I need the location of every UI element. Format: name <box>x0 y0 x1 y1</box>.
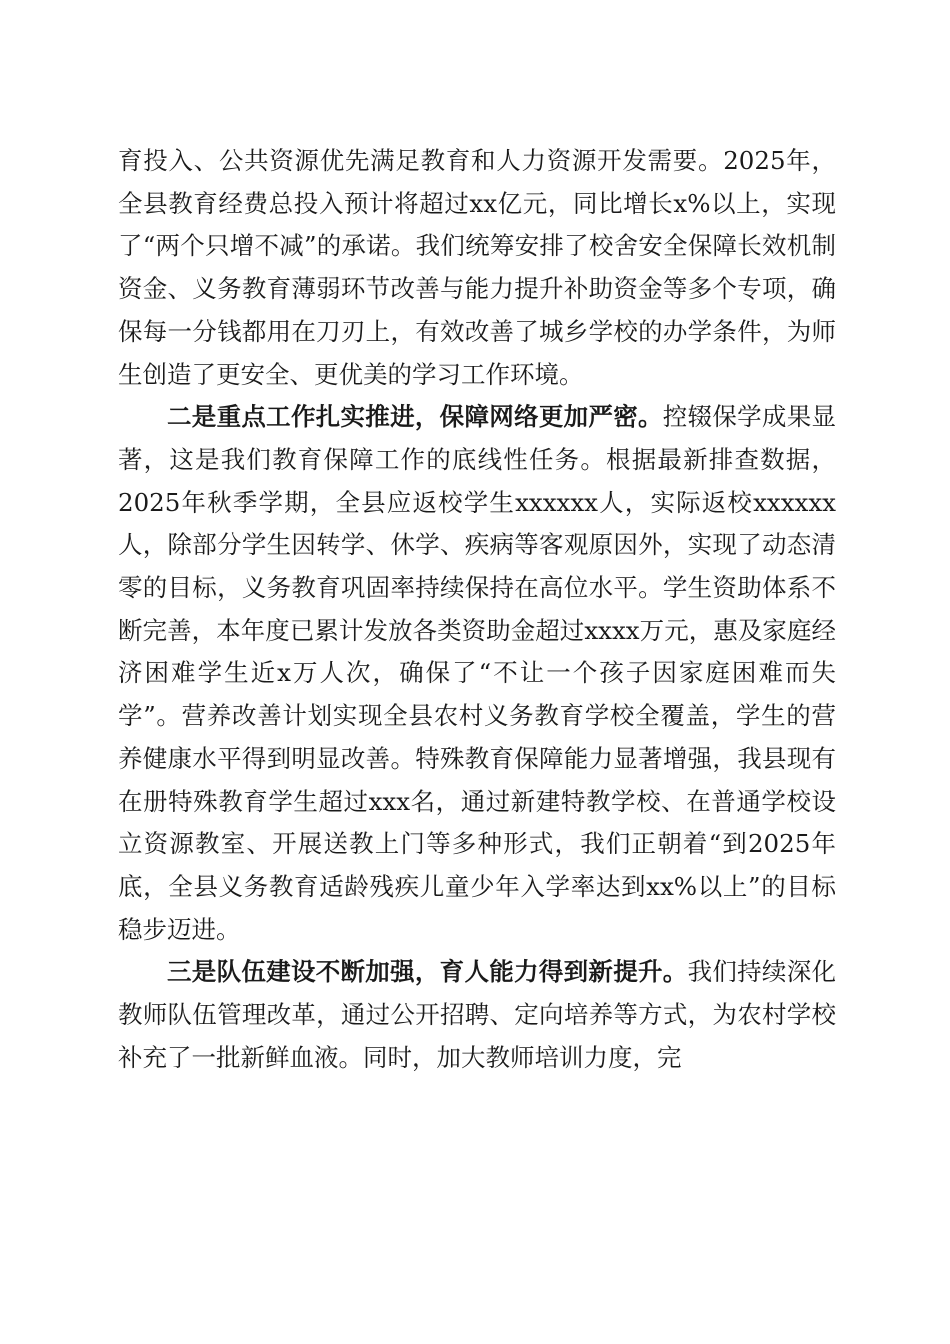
paragraph-1-text: 育投入、公共资源优先满足教育和人力资源开发需要。2025年，全县教育经费总投入预计将超过xx亿元，同比增长x%以上，实现了“两个只增不减”的承诺。我们统筹安排了校舍安全保障长效机制资金、义务教育薄弱环节改善与能力提升补助资金等多个专项，确保每一分钱都用在刀刃上，有效改善了城乡学校的办学条件，为师生创造了更安全、更优美的学习工作环境。 <box>118 146 836 389</box>
paragraph-2 <box>118 396 836 951</box>
paragraph-2-lead: 二是重点工作扎实推进，保障网络更加严密。 <box>167 402 663 432</box>
document-body <box>118 140 836 1079</box>
paragraph-3-text: 我们持续深化教师队伍管理改革，通过公开招聘、定向培养等方式，为农村学校补充了一批新鲜血液。同时，加大教师培训力度，完 <box>118 957 837 1072</box>
paragraph-3-lead: 三是队伍建设不断加强，育人能力得到新提升。 <box>167 957 688 987</box>
paragraph-1 <box>118 140 836 396</box>
paragraph-2-text: 控辍保学成果显著，这是我们教育保障工作的底线性任务。根据最新排查数据，2025年秋季学期，全县应返校学生xxxxxx人，实际返校xxxxxx人，除部分学生因转学、休学、疾病等客观原因外，实现了动态清零的目标，义务教育巩固率持续保持在高位水平。学生资助体系不断完善，本年度已累计发放各类资助金超过xxxx万元，惠及家庭经济困难学生近x万人次，确保了“不让一个孩子因家庭困难而失学”。营养改善计划实现全县农村义务教育学校全覆盖，学生的营养健康水平得到明显改善。特殊教育保障能力显著增强，我县现有在册特殊教育学生超过xxx名，通过新建特教学校、在普通学校设立资源教室、开展送教上门等多种形式，我们正朝着“到2025年底，全县义务教育适龄残疾儿童少年入学率达到xx%以上”的目标稳步迈进。 <box>118 402 837 944</box>
paragraph-3 <box>118 951 836 1079</box>
